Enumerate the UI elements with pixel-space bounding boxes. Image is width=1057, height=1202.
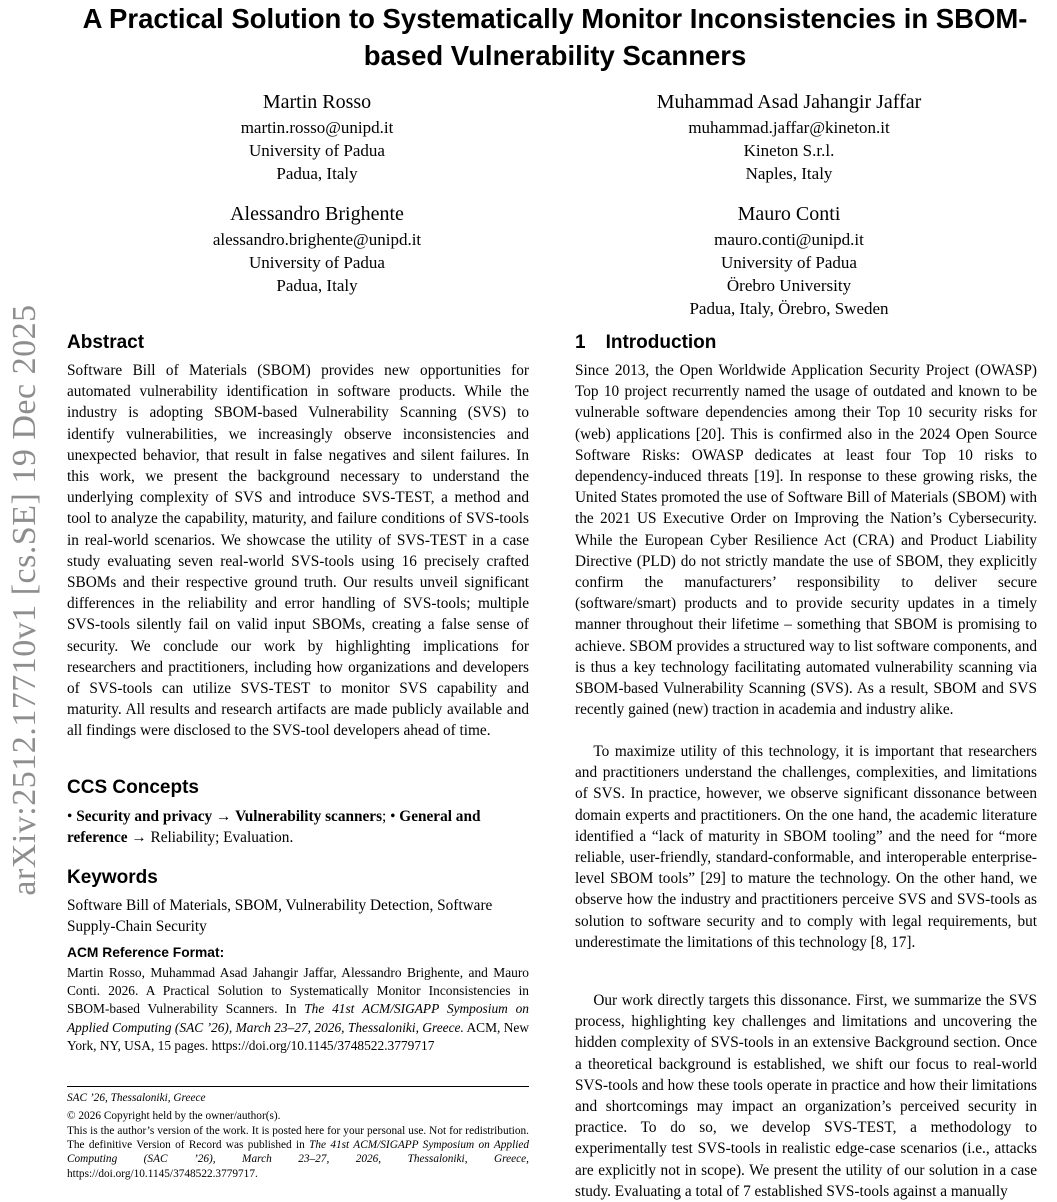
- author-email: alessandro.brighente@unipd.it: [212, 230, 422, 249]
- author-name: Alessandro Brighente: [230, 203, 404, 225]
- copyright-line: © 2026 Copyright held by the owner/author(s).: [67, 1110, 281, 1122]
- author-affiliation-2: Örebro University: [726, 276, 852, 295]
- arxiv-identifier: arXiv:2512.17710v1 [cs.SE] 19 Dec 2025: [6, 304, 43, 896]
- author-affiliation: University of Padua: [721, 253, 857, 272]
- conference-line: [67, 1091, 529, 1105]
- author-location: Padua, Italy: [276, 276, 358, 295]
- ccs-bullet: •: [67, 808, 77, 825]
- paper-title: A Practical Solution to Systematically Monitor Inconsistencies in SBOM-based Vulnerability Scanners: [82, 3, 1028, 71]
- author-location: Padua, Italy: [276, 164, 358, 183]
- ccs-concepts: [67, 806, 529, 848]
- notice-text: [67, 1124, 529, 1181]
- acm-reference-venue: The 41st ACM/SIGAPP Symposium on Applied Computing (SAC ’26), March 23–27, 2026, Thessaloniki, Greece.: [67, 1001, 529, 1035]
- author-affiliation: University of Padua: [249, 253, 385, 272]
- notice-venue: The 41st ACM/SIGAPP Symposium on Applied Computing (SAC ’26), March 23–27, 2026, Thessaloniki, Greece: [67, 1139, 530, 1166]
- acm-reference-text: [67, 964, 529, 1055]
- author-name: Muhammad Asad Jahangir Jaffar: [656, 91, 922, 113]
- author-affiliation: University of Padua: [249, 141, 385, 160]
- author-block: [117, 200, 517, 297]
- ccs-bullet: •: [390, 808, 400, 825]
- author-email: muhammad.jaffar@kineton.it: [688, 118, 890, 137]
- ccs-term: Security and privacy: [76, 808, 213, 825]
- keywords-text: Software Bill of Materials, SBOM, Vulnerability Detection, Software Supply-Chain Security: [67, 897, 493, 936]
- intro-paragraph: Our work directly targets this dissonance. First, we summarize the SVS process, highlighting key challenges and limitations and uncovering the hidden complexity of SVS-tools in an extensive Background section. Once a theoretical background is established, we shift our focus to real-world SVS-tools and how these tools operate in practice and how their limitations and shortcomings may impact an organization’s perceived security in practice. To do so, we develop SVS-TEST, a methodology to experimentally test SVS-tools in realistic edge-case scenarios (i.e., attacks are explicitly not in scope). We present the utility of our solution in a case study. Evaluating a total of 7 established SVS-tools against a manually: [575, 992, 1037, 1200]
- author-location: Naples, Italy: [745, 164, 833, 183]
- acm-reference-body: Martin Rosso, Muhammad Asad Jahangir Jaffar, Alessandro Brighente, and Mauro Conti. 2026. A Practical Solution to Systematically Monitor Inconsistencies in SBOM-based Vulnerability Scanners. In: [67, 965, 529, 1017]
- keywords-heading: Keywords: [67, 867, 158, 888]
- abstract-text: Software Bill of Materials (SBOM) provides new opportunities for automated vulnerability identification in software products. While the industry is adopting SBOM-based Vulnerability Scanning (SVS) to identify vulnerabilities, we increasingly observe inconsistencies and unexpected behavior, that result in false negatives and silent failures. In this work, we present the background necessary to understand the underlying complexity of SVS and introduce SVS-TEST, a method and tool to analyze the capability, maturity, and failure conditions of SVS-tools in real-world scenarios. We showcase the utility of SVS-TEST in a case study evaluating seven real-world SVS-tools using 16 precisely crafted SBOMs and their respective ground truth. Our results unveil significant differences in the reliability and error handling of SVS-tools; multiple SVS-tools silently fail on valid input SBOMs, creating a false sense of security. We conclude our work by highlighting implications for researchers and practitioners, including how organizations and developers of SVS-tools can utilize SVS-TEST to monitor SVS capability and maturity. All results and research artifacts are made publicly available and all findings were disclosed to the SVS-tool developers ahead of time.: [67, 362, 529, 740]
- section-title: Introduction: [605, 332, 717, 353]
- section-number: 1: [575, 332, 586, 353]
- author-name: Mauro Conti: [737, 203, 841, 225]
- author-email: martin.rosso@unipd.it: [240, 118, 394, 137]
- ccs-separator: ;: [382, 808, 391, 825]
- author-block: [117, 88, 517, 185]
- ccs-arrow: →: [127, 829, 151, 847]
- ccs-heading: CCS Concepts: [67, 777, 199, 798]
- intro-paragraph: To maximize utility of this technology, it is important that researchers and practitioners understand the challenges, complexities, and limitations of SVS. In practice, however, we observe significant dissonance between domain experts and practitioners. On the one hand, the academic literature identified a “lack of maturity in SBOM tooling” and the need for “more reliable, user-friendly, standard-conformable, and interoperable enterprise-level SBOM tools” [29] to mature the technology. On the other hand, we observe how the industry and practitioners perceive SVS and SVS-tools as solution to software security and to comply with legal requirements, but underestimate the limitations of this technology [8, 17].: [575, 743, 1037, 951]
- author-block: [589, 88, 989, 185]
- acm-reference-doi: ACM, New York, NY, USA, 15 pages. https://doi.org/10.1145/3748522.3779717: [67, 1019, 529, 1053]
- footnote-rule: [67, 1086, 529, 1087]
- ccs-term: Vulnerability scanners: [235, 808, 383, 825]
- acm-reference-heading: ACM Reference Format:: [67, 945, 225, 960]
- abstract-heading: Abstract: [67, 332, 145, 353]
- intro-paragraph: Since 2013, the Open Worldwide Application Security Project (OWASP) Top 10 project recurrently named the usage of outdated and known to be vulnerable software dependencies among their Top 10 security risks for (web) applications [20]. This is confirmed also in the 2024 Open Source Software Risks: OWASP dedicates at least four Top 10 risks to dependency-induced threats [19]. In response to these growing risks, the United States promoted the use of Software Bill of Materials (SBOM) with the 2021 US Executive Order on Improving the Nation’s Cybersecurity. While the European Cyber Resilience Act (CRA) and Product Liability Directive (PLD) do not strictly mandate the use of SBOM, they explicitly confirm the manufacturers’ responsibility to deliver secure (software/smart) products and to provide security updates in a timely manner throughout their lifetime – something that SBOM is promising to achieve. SBOM provides a structured way to list software components, and is thus a key technology facilitating automated vulnerability scanning via SBOM-based Vulnerability Scanning (SVS). As a result, SBOM and SVS recently gained (new) traction in academia and industry alike.: [575, 362, 1037, 719]
- conference-name: SAC ’26, Thessaloniki, Greece: [67, 1092, 206, 1104]
- author-name: Martin Rosso: [262, 91, 372, 113]
- author-email: mauro.conti@unipd.it: [714, 230, 864, 249]
- arxiv-sidebar: [0, 0, 50, 1200]
- notice-body: This is the author’s version of the work. It is posted here for your personal use. Not for redistribution. The definitive Version of Record was published in: [67, 1125, 529, 1152]
- ccs-term: Reliability; Evaluation.: [150, 829, 294, 847]
- author-block: [589, 200, 989, 320]
- author-affiliation: Kineton S.r.l.: [743, 141, 835, 160]
- ccs-arrow: →: [212, 808, 236, 825]
- author-location: Padua, Italy, Örebro, Sweden: [689, 299, 889, 318]
- section-heading: [575, 331, 716, 355]
- ccs-term: General and reference: [67, 808, 481, 847]
- notice-doi: , https://doi.org/10.1145/3748522.3779717.: [67, 1153, 529, 1180]
